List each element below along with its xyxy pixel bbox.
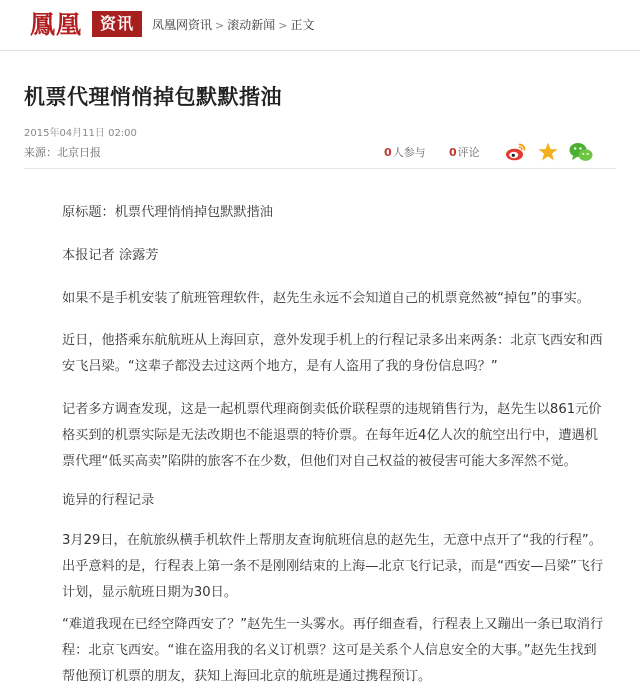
article-date: 2015年04月11日 02:00 [24, 128, 137, 139]
participants-link[interactable] [384, 145, 426, 161]
article-paragraph: “难道我现在已经空降西安了？”赵先生一头雾水。再仔细查看，行程表上又蹦出一条已取消行程：北京飞西安。“谁在盗用我的名义订机票？这可是关系个人信息安全的大事。”赵先生找到帮他预订机票的朋友，获知上海回北京的航班是通过携程预订。 [62, 617, 604, 684]
article-source: 来源：北京日报 [24, 146, 101, 159]
channel-badge[interactable]: 资讯 [92, 11, 142, 37]
participants-label: 人参与 [392, 146, 426, 159]
article-paragraph: 记者多方调查发现，这是一起机票代理商倒卖低价联程票的违规销售行为，赵先生以861元价格买到的机票实际是无法改期也不能退票的特价票。在每年近4亿人次的航空出行中，遭遇机票代理“低买高卖”陷阱的旅客不在少数，但他们对自己权益的被侵害可能大多浑然不觉。 [62, 402, 602, 469]
site-logo[interactable]: 鳳凰 [30, 10, 83, 39]
comments-label: 评论 [457, 146, 480, 159]
breadcrumb-separator: > [215, 19, 225, 32]
site-header [0, 0, 640, 51]
comments-count: 0 [449, 146, 457, 159]
article-paragraph: 近日，他搭乘东航航班从上海回京，意外发现手机上的行程记录多出来两条：北京飞西安和西安飞吕梁。“这辈子都没去过这两个地方，是有人盗用了我的身份信息吗？” [62, 333, 603, 374]
section-heading: 诡异的行程记录 [62, 493, 155, 508]
article-paragraph: 如果不是手机安装了航班管理软件，赵先生永远不会知道自己的机票竟然被“掉包”的事实。 [62, 291, 590, 306]
article-paragraph: 3月29日，在航旅纵横手机软件上帮朋友查询航班信息的赵先生，无意中点开了“我的行程”。出乎意料的是，行程表上第一条不是刚刚结束的上海—北京飞行记录，而是“西安—吕梁”飞行计划，显示航班日期为30日。 [62, 533, 604, 600]
star-icon[interactable] [536, 140, 560, 164]
breadcrumb [152, 16, 314, 35]
comments-link[interactable] [449, 145, 480, 161]
article-title: 机票代理悄悄掉包默默揩油 [24, 85, 282, 109]
header-divider [24, 168, 616, 169]
breadcrumb-separator: > [278, 19, 288, 32]
article-paragraph: 本报记者 涂露芳 [62, 248, 159, 263]
wechat-icon[interactable] [568, 140, 594, 164]
article-paragraph: 原标题：机票代理悄悄掉包默默揩油 [62, 205, 273, 220]
weibo-icon[interactable] [504, 140, 528, 164]
breadcrumb-news-link[interactable]: 滚动新闻 [227, 18, 276, 32]
breadcrumb-current: 正文 [290, 18, 315, 32]
breadcrumb-home-link[interactable]: 凤凰网资讯 [152, 18, 213, 32]
participants-count: 0 [384, 146, 392, 159]
